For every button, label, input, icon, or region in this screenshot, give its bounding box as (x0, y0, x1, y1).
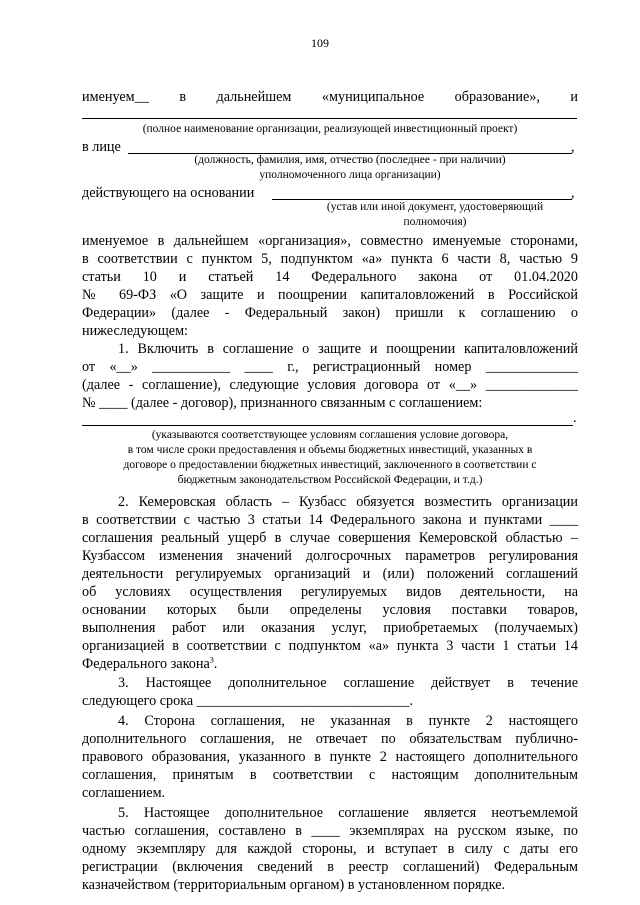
footnote-marker: 3 (209, 655, 214, 665)
intro-line-4: № 69-ФЗ «О защите и поощрении капиталовложений в Российской (82, 287, 578, 303)
p4-line-5: соглашением. (82, 785, 166, 801)
p2-line-8: выполнения работ или оказания услуг, приобретаемых (получаемых) (82, 620, 578, 636)
p2-last-text: Федерального закона (82, 656, 210, 672)
intro-line-6: нижеследующем: (82, 323, 188, 339)
basis-comma: , (571, 185, 575, 201)
header-line-named: именуем__ в дальнейшем «муниципальное образование», и (82, 89, 578, 105)
position-caption-1: (должность, фамилия, имя, отчество (последнее - при наличии) (194, 154, 506, 166)
p1-line-3: (далее - соглашение), следующие условия договора от «__» _____________ (82, 377, 578, 393)
p1-caption-2: в том числе сроки предоставления и объемы бюджетных инвестиций, указанных в (127, 444, 533, 456)
p2-line-9: организацией в соответствии с подпунктом «а» пункта 3 части 1 статьи 14 (82, 638, 578, 654)
p2-line-6: об условиях осуществления регулируемых видов деятельности, на (82, 584, 578, 600)
org-name-field-line (82, 118, 577, 119)
intro-line-1: именуемое в дальнейшем «организация», совместно именуемые сторонами, (82, 233, 578, 249)
p2-line-7: основании которых были определены условия поставки товаров, (82, 602, 578, 618)
contract-terms-field-line (82, 425, 573, 426)
p2-line-2: в соответствии с частью 3 статьи 14 Федерального закона и пунктами ____ (82, 512, 578, 528)
p5-line-2: частью соглашения, составлено в ____ экземплярах на русском языке, по (82, 823, 578, 839)
p1-line-4: № ____ (далее - договор), признанного связанным с соглашением: (82, 395, 483, 411)
p2-end-dot: . (213, 656, 218, 672)
p4-line-4: соглашения, принятым в соответствии с настоящим дополнительным (82, 767, 578, 783)
p4-line-3: правового образования, указанного в пункте 2 настоящего дополнительного (82, 749, 578, 765)
org-name-caption: (полное наименование организации, реализующей инвестиционный проект) (142, 123, 518, 135)
p1-line-2: от «__» ___________ ____ г., регистрационный номер _____________ (82, 359, 578, 375)
p1-tail-dot: . (573, 410, 577, 426)
acting-basis-label: действующего на основании (82, 185, 255, 201)
p3-line-1: 3. Настоящее дополнительное соглашение действует в течение (118, 675, 578, 691)
in-person-label: в лице (82, 139, 121, 155)
p5-line-1: 5. Настоящее дополнительное соглашение является неотъемлемой (118, 805, 578, 821)
position-caption-2: уполномоченного лица организации) (259, 169, 441, 181)
p5-line-4: регистрации (включения сведений в реестр соглашений) Федеральным (82, 859, 578, 875)
p5-line-5: казначейством (территориальным органом) в установленном порядке. (82, 877, 506, 893)
basis-caption-1: (устав или иной документ, удостоверяющий (326, 201, 544, 213)
p2-line-5: деятельности регулируемых организаций и (или) положений соглашений (82, 566, 578, 582)
p1-caption-1: (указываются соответствующее условиям соглашения условие договора, (151, 429, 509, 441)
p3-line-2: следующего срока ______________________________. (82, 693, 414, 709)
p2-line-1: 2. Кемеровская область – Кузбасс обязуется возместить организации (118, 494, 578, 510)
intro-line-5: Федерации» (далее - Федеральный закон) пришли к соглашению о (82, 305, 578, 321)
intro-line-2: в соответствии с пунктом 5, подпунктом «а» пункта 6 части 8, частью 9 (82, 251, 578, 267)
p2-line-10 (82, 655, 578, 673)
p1-caption-4: бюджетным законодательством Российской Федерации, и т.д.) (177, 474, 483, 486)
p2-line-4: Кузбассом изменения значений долгосрочных параметров регулирования (82, 548, 578, 564)
p4-line-2: дополнительного соглашения, не отвечает по обязательствам публично- (82, 731, 578, 747)
person-comma: , (571, 139, 575, 155)
page-number: 109 (311, 36, 329, 50)
p2-line-3: соглашения реальный ущерб в случае совершения Кемеровской областью – (82, 530, 578, 546)
p4-line-1: 4. Сторона соглашения, не указанная в пункте 2 настоящего (118, 713, 578, 729)
p1-caption-3: договоре о предоставлении бюджетных инвестиций, заключенного в соответствии с (123, 459, 537, 471)
p1-line-1: 1. Включить в соглашение о защите и поощрении капиталовложений (118, 341, 578, 357)
intro-line-3: статьи 10 и статьей 14 Федерального закона от 01.04.2020 (82, 269, 578, 285)
p5-line-3: одному экземпляру для каждой стороны, и вступает в силу с даты его (82, 841, 578, 857)
basis-caption-2: полномочия) (403, 216, 467, 228)
